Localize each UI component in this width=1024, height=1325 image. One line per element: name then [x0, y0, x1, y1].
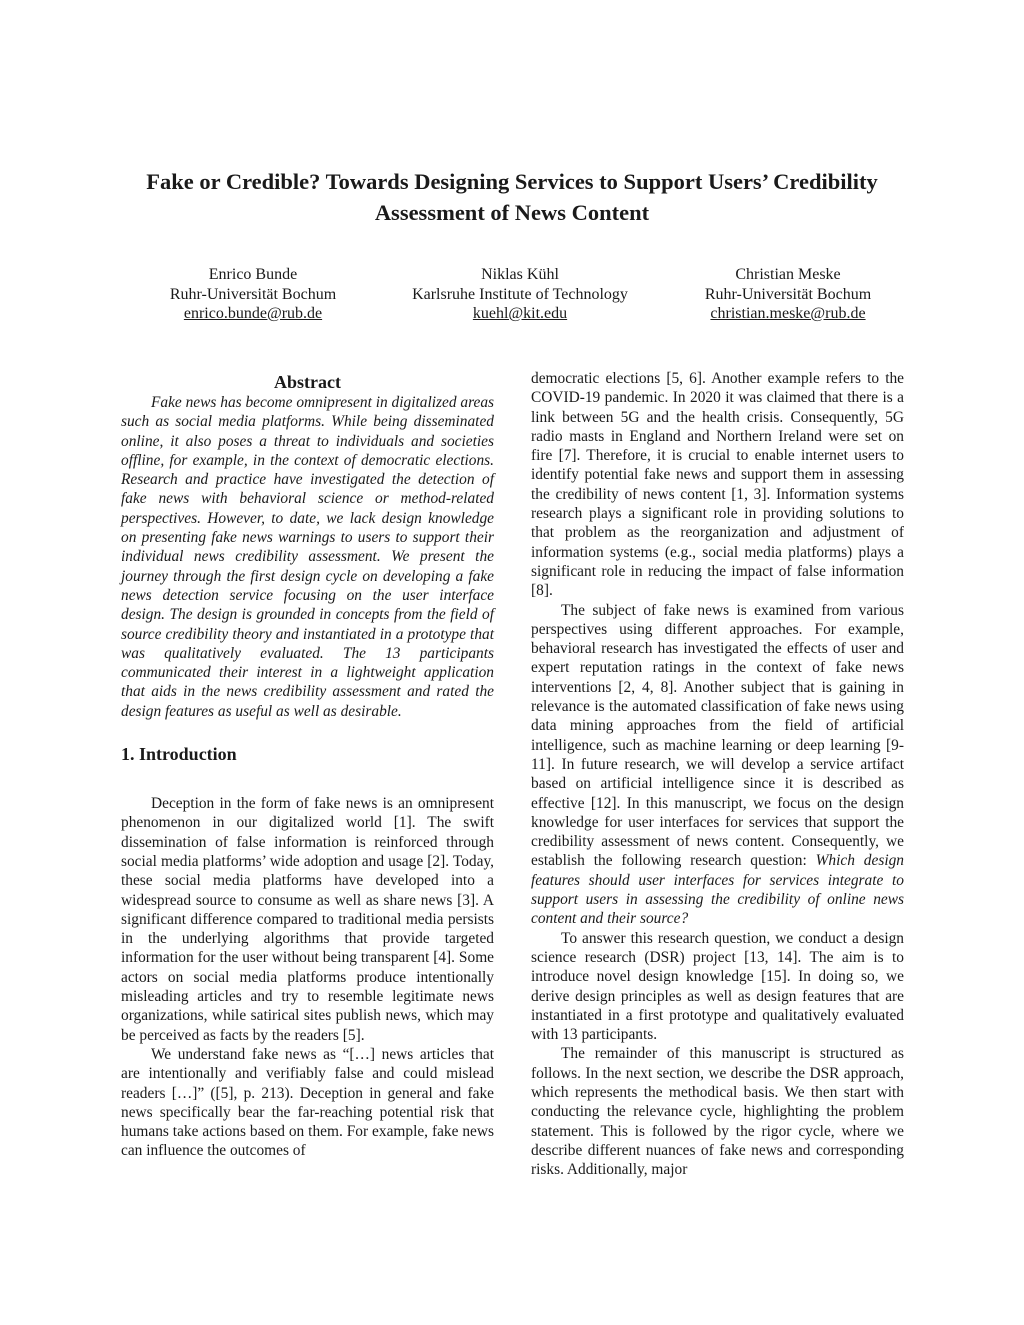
- intro-paragraph-5: The remainder of this manuscript is structured as follows. In the next section, we describe the DSR approach, which represents the methodical basis. We then start with conducting the relevance cycle, highlighting the problem statement. This is followed by the rigor cycle, where we describe different nuances of fake news and corresponding risks. Additionally, major: [531, 1045, 904, 1179]
- intro-paragraph-1: Deception in the form of fake news is an omnipresent phenomenon in our digitalized world [1]. The swift dissemination of false information is reinforced through social media platforms’ wide adoption and usage [2]. Today, these social media platforms have developed into a widespread source to consume as well as share news [3]. A significant difference compared to traditional media persists in the underlying algorithms that provide targeted information for the user without being transparent [4]. Some actors on social media platforms produce intentionally misleading articles and try to resemble legitimate news organizations, while satirical sites publish news, which may be perceived as facts by the readers [5].: [121, 795, 494, 1044]
- intro-paragraph-4: To answer this research question, we conduct a design science research (DSR) project [13, 14]. The aim is to introduce novel design knowledge [15]. In doing so, we derive design principles as well as design features that are instantiated in a first prototype and qualitatively evaluated with 13 participants.: [531, 929, 904, 1044]
- section-heading-introduction: 1. Introduction: [121, 744, 237, 765]
- author-name: Christian Meske: [735, 266, 841, 283]
- abstract-heading: Abstract: [274, 372, 341, 392]
- paragraph-text: The subject of fake news is examined from various perspectives using different approaches. For example, behavioral research has investigated the effects of user and expert reputation ratings in the context of fake news interventions [2, 4, 8]. Another subject that is gaining in relevance is the automated classification of fake news using data mining approaches from the field of artificial intelligence, such as machine learning or deep learning [9-11]. In future research, we will develop a service artifact based on artificial intelligence since it is described as effective [12]. In this manuscript, we focus on the design knowledge for user interfaces for services that support the credibility assessment of news content. Consequently, we establish the following research question:: [531, 601, 904, 870]
- right-column: [531, 369, 904, 1179]
- author-email-link[interactable]: christian.meske@rub.de: [710, 305, 866, 322]
- research-question: Which design features should user interfaces for services integrate to support users in assessing the credibility of online news content and their source?: [531, 852, 904, 928]
- author-block: [658, 265, 918, 324]
- left-column: [121, 368, 494, 1161]
- intro-paragraph-2: We understand fake news as “[…] news articles that are intentionally and verifiably false and could mislead readers […]” ([5], p. 213). Deception in general and fake news specifically bear the far-reaching potential risk that humans take actions based on them. For example, fake news can influence the outcomes of: [121, 1045, 494, 1160]
- author-email-link[interactable]: kuehl@kit.edu: [472, 305, 568, 322]
- abstract-text: Fake news has become omnipresent in digitalized areas such as social media platforms. While being disseminated online, it also poses a threat to individuals and societies offline, for example, in the context of democratic elections. Research and practice have investigated the detection of fake news with behavioral science or method-related perspectives. However, to date, we lack design knowledge on presenting fake news warnings to users to support their individual news credibility assessment. We present the journey through the first design cycle on developing a fake news detection service focusing on the user interface design. The design is grounded in concepts from the field of source credibility theory and instantiated in a prototype that was qualitatively evaluated. The 13 participants communicated their interest in a lightweight application that aids in the news credibility assessment and rated the design features as useful as well as desirable.: [121, 394, 494, 720]
- author-affiliation: Ruhr-Universität Bochum: [704, 285, 872, 303]
- intro-paragraph-3: [531, 601, 904, 929]
- author-email-link[interactable]: enrico.bunde@rub.de: [183, 305, 323, 322]
- author-affiliation: Karlsruhe Institute of Technology: [412, 285, 628, 303]
- intro-paragraph-2-continued: democratic elections [5, 6]. Another example refers to the COVID-19 pandemic. In 2020 it was claimed that there is a link between 5G and the health crisis. Consequently, 5G radio masts in England and Northern Ireland were set on fire [7]. Therefore, it is crucial to enable internet users to identify potential fake news and support them in assessing the credibility of news content [1, 3]. Information systems research plays a significant role in providing solutions to that problem as the reorganization and adjustment of information systems (e.g., social media platforms) plays a significant role in reducing the impact of false information [8].: [531, 370, 904, 600]
- author-block: [390, 265, 650, 324]
- author-block: [123, 265, 383, 324]
- author-name: Enrico Bunde: [208, 266, 298, 283]
- paper-title: Fake or Credible? Towards Designing Services to Support Users’ Credibility Assessment of News Content: [146, 169, 878, 225]
- author-affiliation: Ruhr-Universität Bochum: [169, 285, 337, 303]
- author-name: Niklas Kühl: [481, 266, 559, 283]
